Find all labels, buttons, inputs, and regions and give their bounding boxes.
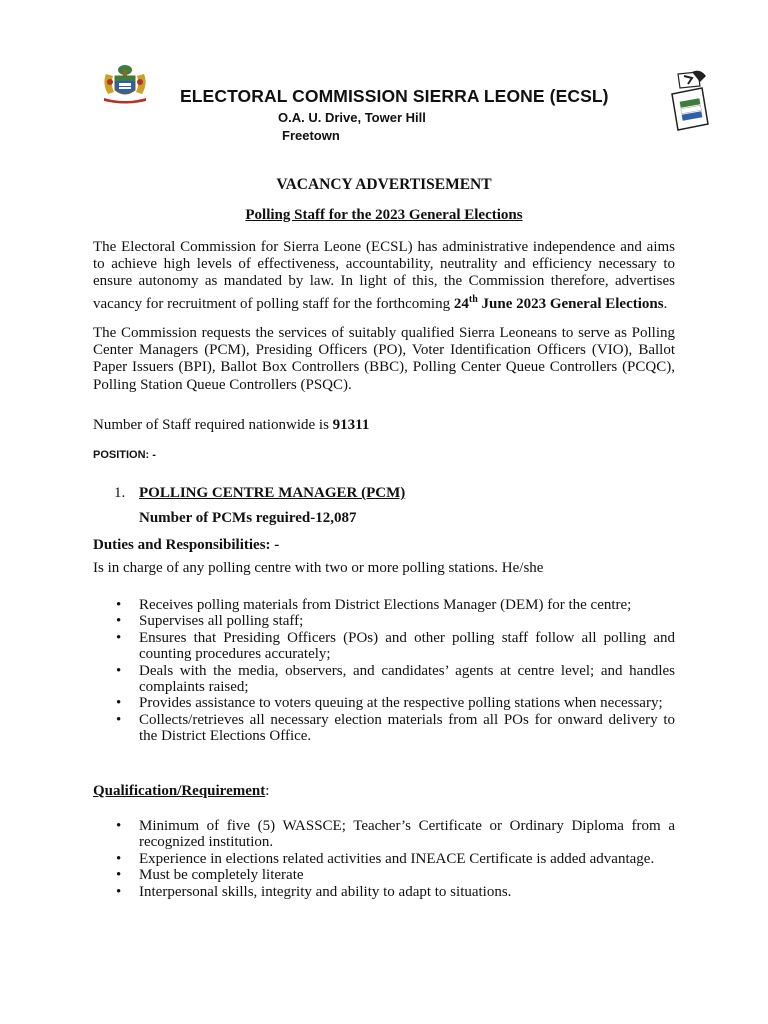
list-item: • Must be completely literate [93, 867, 675, 883]
position-count: Number of PCMs reguired-12,087 [139, 510, 357, 526]
duties-heading: Duties and Responsibilities: - [93, 537, 280, 553]
coat-of-arms-icon [100, 62, 150, 104]
position-item [114, 485, 405, 502]
list-item: • Supervises all polling staff; [93, 613, 675, 629]
list-item: • Ensures that Presiding Officers (POs) and other polling staff follow all polling and counting procedures accurately; [93, 630, 675, 663]
list-item: • Experience in elections related activities and INEACE Certificate is added advantage. [93, 851, 675, 867]
list-item: • Provides assistance to voters queuing at the respective polling stations when necessary; [93, 695, 675, 711]
position-title: POLLING CENTRE MANAGER (PCM) [139, 485, 406, 501]
list-item: • Collects/retrieves all necessary election materials from all POs for onward delivery to the District Elections Office. [93, 712, 675, 745]
page-title: VACANCY ADVERTISEMENT [276, 176, 492, 193]
request-paragraph: The Commission requests the services of suitably qualified Sierra Leoneans to serve as Polling Center Managers (PCM), Presiding Officers (PO), Voter Identification Officers (VIO), Ballot Paper Issuers (BPI), Ballot Box Controllers (BBC), Polling Center Queue Controllers (PCQC), Polling Station Queue Controllers (PSQC). [93, 325, 675, 393]
list-item: • Receives polling materials from District Elections Manager (DEM) for the centre; [93, 597, 675, 613]
duties-intro: Is in charge of any polling centre with two or more polling stations. He/she [93, 560, 544, 576]
intro-paragraph: The Electoral Commission for Sierra Leone (ECSL) has administrative independence and aims to achieve high levels of effectiveness, accountability, neutrality and efficiency necessary to ensure autonomy as mandated by law. In light of this, the Commission therefore, advertises vacancy for recruitment of polling staff for the forthcoming 24th June 2023 General Elections. [93, 239, 675, 312]
list-item: • Deals with the media, observers, and candidates’ agents at centre level; and handles complaints raised; [93, 663, 675, 696]
organization-name: ELECTORAL COMMISSION SIERRA LEONE (ECSL) [180, 86, 609, 106]
list-item: • Minimum of five (5) WASSCE; Teacher’s Certificate or Ordinary Diploma from a recognized institution. [93, 818, 675, 851]
page-subtitle: Polling Staff for the 2023 General Elections [245, 207, 523, 223]
position-number: 1. [114, 485, 126, 501]
address-line-1: O.A. U. Drive, Tower Hill [278, 110, 426, 125]
address-line-2: Freetown [282, 128, 340, 143]
list-item: • Interpersonal skills, integrity and ability to adapt to situations. [93, 884, 675, 900]
ballot-box-logo-icon [666, 70, 712, 132]
qualification-heading: Qualification/Requirement: [93, 783, 270, 799]
duties-list [93, 597, 675, 745]
position-label: POSITION: - [93, 449, 156, 461]
qualification-list [93, 818, 675, 900]
staff-required-line: Number of Staff required nationwide is 91311 [93, 417, 370, 433]
staff-required-value: 91311 [332, 417, 370, 433]
